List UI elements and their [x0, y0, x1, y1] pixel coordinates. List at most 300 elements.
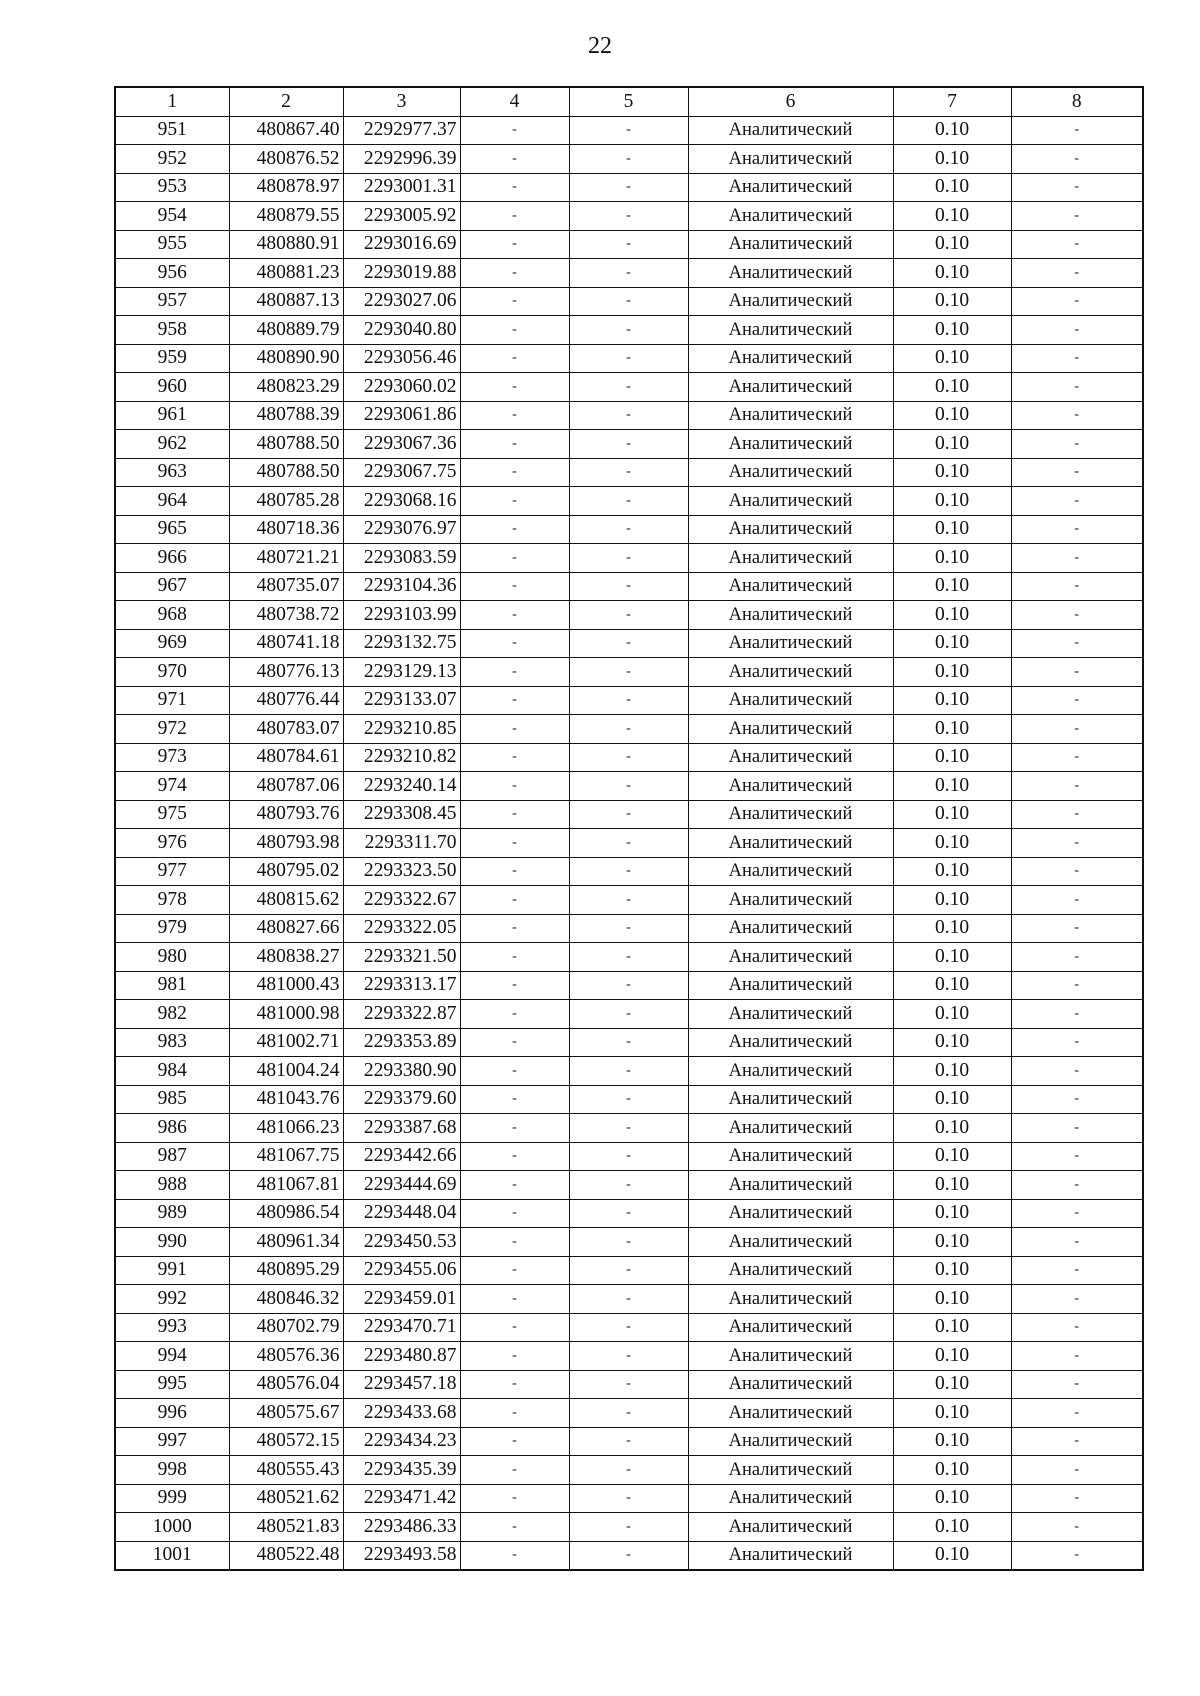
cell-accuracy: 0.10	[893, 316, 1011, 345]
cell-accuracy: 0.10	[893, 173, 1011, 202]
cell-point-number: 995	[115, 1370, 229, 1399]
cell-column-8: -	[1011, 1370, 1143, 1399]
cell-column-5: -	[569, 772, 688, 801]
cell-column-8: -	[1011, 800, 1143, 829]
cell-x-coordinate: 480986.54	[229, 1199, 343, 1228]
cell-y-coordinate: 2293448.04	[343, 1199, 460, 1228]
cell-column-5: -	[569, 1256, 688, 1285]
cell-y-coordinate: 2293380.90	[343, 1057, 460, 1086]
cell-point-number: 975	[115, 800, 229, 829]
cell-column-4: -	[460, 1171, 569, 1200]
cell-point-number: 994	[115, 1342, 229, 1371]
column-header-5: 5	[569, 87, 688, 116]
cell-point-number: 981	[115, 971, 229, 1000]
cell-y-coordinate: 2293480.87	[343, 1342, 460, 1371]
table-row	[115, 1085, 1143, 1114]
cell-column-5: -	[569, 658, 688, 687]
column-header-8: 8	[1011, 87, 1143, 116]
cell-point-number: 978	[115, 886, 229, 915]
coordinates-table	[114, 86, 1144, 1571]
cell-column-8: -	[1011, 743, 1143, 772]
cell-column-4: -	[460, 1541, 569, 1570]
cell-column-5: -	[569, 230, 688, 259]
cell-column-5: -	[569, 515, 688, 544]
cell-column-4: -	[460, 515, 569, 544]
cell-accuracy: 0.10	[893, 943, 1011, 972]
cell-column-8: -	[1011, 1427, 1143, 1456]
cell-accuracy: 0.10	[893, 715, 1011, 744]
table-row	[115, 373, 1143, 402]
cell-y-coordinate: 2293313.17	[343, 971, 460, 1000]
cell-y-coordinate: 2293068.16	[343, 487, 460, 516]
cell-x-coordinate: 481066.23	[229, 1114, 343, 1143]
cell-column-4: -	[460, 857, 569, 886]
cell-method: Аналитический	[688, 743, 893, 772]
cell-method: Аналитический	[688, 544, 893, 573]
table-row	[115, 629, 1143, 658]
cell-accuracy: 0.10	[893, 1370, 1011, 1399]
cell-point-number: 990	[115, 1228, 229, 1257]
cell-x-coordinate: 480555.43	[229, 1456, 343, 1485]
cell-method: Аналитический	[688, 1342, 893, 1371]
cell-y-coordinate: 2293027.06	[343, 287, 460, 316]
cell-accuracy: 0.10	[893, 886, 1011, 915]
cell-column-8: -	[1011, 430, 1143, 459]
cell-point-number: 992	[115, 1285, 229, 1314]
cell-column-8: -	[1011, 1000, 1143, 1029]
cell-column-5: -	[569, 458, 688, 487]
table-row	[115, 430, 1143, 459]
cell-x-coordinate: 480788.39	[229, 401, 343, 430]
cell-column-4: -	[460, 1313, 569, 1342]
cell-x-coordinate: 480785.28	[229, 487, 343, 516]
cell-x-coordinate: 480878.97	[229, 173, 343, 202]
cell-column-4: -	[460, 572, 569, 601]
cell-accuracy: 0.10	[893, 1456, 1011, 1485]
cell-point-number: 954	[115, 202, 229, 231]
cell-method: Аналитический	[688, 316, 893, 345]
cell-method: Аналитический	[688, 116, 893, 145]
cell-x-coordinate: 480823.29	[229, 373, 343, 402]
cell-accuracy: 0.10	[893, 287, 1011, 316]
cell-column-4: -	[460, 1057, 569, 1086]
table-row	[115, 487, 1143, 516]
cell-method: Аналитический	[688, 1456, 893, 1485]
cell-column-8: -	[1011, 1456, 1143, 1485]
cell-x-coordinate: 480521.83	[229, 1513, 343, 1542]
cell-point-number: 968	[115, 601, 229, 630]
cell-y-coordinate: 2293040.80	[343, 316, 460, 345]
cell-column-8: -	[1011, 914, 1143, 943]
cell-column-4: -	[460, 487, 569, 516]
cell-point-number: 1000	[115, 1513, 229, 1542]
cell-column-5: -	[569, 1028, 688, 1057]
table-row	[115, 1342, 1143, 1371]
cell-column-8: -	[1011, 886, 1143, 915]
table-row	[115, 544, 1143, 573]
cell-point-number: 962	[115, 430, 229, 459]
cell-column-8: -	[1011, 202, 1143, 231]
cell-method: Аналитический	[688, 886, 893, 915]
cell-point-number: 956	[115, 259, 229, 288]
table-row	[115, 1541, 1143, 1570]
cell-method: Аналитический	[688, 1513, 893, 1542]
cell-method: Аналитический	[688, 230, 893, 259]
cell-column-5: -	[569, 1000, 688, 1029]
cell-method: Аналитический	[688, 829, 893, 858]
cell-column-4: -	[460, 1085, 569, 1114]
table-row	[115, 1256, 1143, 1285]
cell-column-5: -	[569, 1285, 688, 1314]
cell-column-8: -	[1011, 230, 1143, 259]
cell-y-coordinate: 2292996.39	[343, 145, 460, 174]
cell-y-coordinate: 2293005.92	[343, 202, 460, 231]
cell-method: Аналитический	[688, 971, 893, 1000]
cell-x-coordinate: 481000.43	[229, 971, 343, 1000]
column-header-4: 4	[460, 87, 569, 116]
cell-y-coordinate: 2293104.36	[343, 572, 460, 601]
page-number: 22	[588, 33, 612, 59]
cell-column-5: -	[569, 145, 688, 174]
cell-accuracy: 0.10	[893, 116, 1011, 145]
cell-x-coordinate: 480881.23	[229, 259, 343, 288]
cell-column-8: -	[1011, 544, 1143, 573]
cell-x-coordinate: 481067.81	[229, 1171, 343, 1200]
table-header-row	[115, 87, 1143, 116]
cell-x-coordinate: 480876.52	[229, 145, 343, 174]
cell-point-number: 987	[115, 1142, 229, 1171]
cell-column-5: -	[569, 914, 688, 943]
cell-y-coordinate: 2293322.87	[343, 1000, 460, 1029]
cell-point-number: 966	[115, 544, 229, 573]
table-row	[115, 686, 1143, 715]
cell-y-coordinate: 2293353.89	[343, 1028, 460, 1057]
cell-method: Аналитический	[688, 857, 893, 886]
cell-y-coordinate: 2293076.97	[343, 515, 460, 544]
cell-point-number: 1001	[115, 1541, 229, 1570]
cell-method: Аналитический	[688, 1028, 893, 1057]
cell-column-5: -	[569, 800, 688, 829]
cell-method: Аналитический	[688, 914, 893, 943]
cell-y-coordinate: 2293323.50	[343, 857, 460, 886]
cell-method: Аналитический	[688, 629, 893, 658]
cell-accuracy: 0.10	[893, 800, 1011, 829]
cell-x-coordinate: 480572.15	[229, 1427, 343, 1456]
cell-method: Аналитический	[688, 1085, 893, 1114]
cell-column-4: -	[460, 1456, 569, 1485]
cell-y-coordinate: 2293001.31	[343, 173, 460, 202]
cell-column-8: -	[1011, 373, 1143, 402]
cell-y-coordinate: 2293083.59	[343, 544, 460, 573]
cell-column-5: -	[569, 544, 688, 573]
table-row	[115, 658, 1143, 687]
cell-point-number: 984	[115, 1057, 229, 1086]
cell-y-coordinate: 2293486.33	[343, 1513, 460, 1542]
cell-y-coordinate: 2293322.05	[343, 914, 460, 943]
cell-column-8: -	[1011, 1228, 1143, 1257]
table-row	[115, 259, 1143, 288]
cell-x-coordinate: 480867.40	[229, 116, 343, 145]
cell-column-4: -	[460, 1228, 569, 1257]
cell-column-8: -	[1011, 1399, 1143, 1428]
cell-point-number: 964	[115, 487, 229, 516]
cell-method: Аналитический	[688, 458, 893, 487]
cell-column-5: -	[569, 1228, 688, 1257]
cell-column-8: -	[1011, 1285, 1143, 1314]
cell-column-8: -	[1011, 658, 1143, 687]
cell-x-coordinate: 480783.07	[229, 715, 343, 744]
cell-point-number: 958	[115, 316, 229, 345]
cell-method: Аналитический	[688, 1228, 893, 1257]
cell-point-number: 982	[115, 1000, 229, 1029]
table-row	[115, 1313, 1143, 1342]
table-row	[115, 401, 1143, 430]
cell-accuracy: 0.10	[893, 1114, 1011, 1143]
cell-point-number: 979	[115, 914, 229, 943]
table-row	[115, 1399, 1143, 1428]
cell-accuracy: 0.10	[893, 743, 1011, 772]
cell-column-5: -	[569, 173, 688, 202]
cell-method: Аналитический	[688, 1114, 893, 1143]
cell-column-5: -	[569, 629, 688, 658]
cell-point-number: 953	[115, 173, 229, 202]
cell-x-coordinate: 480846.32	[229, 1285, 343, 1314]
cell-column-4: -	[460, 1256, 569, 1285]
cell-accuracy: 0.10	[893, 1000, 1011, 1029]
table-row	[115, 316, 1143, 345]
cell-point-number: 952	[115, 145, 229, 174]
cell-column-4: -	[460, 202, 569, 231]
column-header-7: 7	[893, 87, 1011, 116]
cell-y-coordinate: 2293056.46	[343, 344, 460, 373]
cell-method: Аналитический	[688, 715, 893, 744]
cell-point-number: 972	[115, 715, 229, 744]
cell-point-number: 963	[115, 458, 229, 487]
cell-y-coordinate: 2293442.66	[343, 1142, 460, 1171]
cell-y-coordinate: 2293240.14	[343, 772, 460, 801]
column-header-1: 1	[115, 87, 229, 116]
cell-accuracy: 0.10	[893, 1285, 1011, 1314]
cell-method: Аналитический	[688, 1370, 893, 1399]
cell-accuracy: 0.10	[893, 373, 1011, 402]
cell-y-coordinate: 2293387.68	[343, 1114, 460, 1143]
cell-accuracy: 0.10	[893, 658, 1011, 687]
table-row	[115, 1171, 1143, 1200]
cell-method: Аналитический	[688, 1000, 893, 1029]
cell-method: Аналитический	[688, 401, 893, 430]
cell-column-5: -	[569, 487, 688, 516]
cell-x-coordinate: 480738.72	[229, 601, 343, 630]
table-row	[115, 1484, 1143, 1513]
cell-column-8: -	[1011, 601, 1143, 630]
cell-method: Аналитический	[688, 287, 893, 316]
cell-accuracy: 0.10	[893, 1256, 1011, 1285]
cell-accuracy: 0.10	[893, 1228, 1011, 1257]
table-row	[115, 943, 1143, 972]
cell-column-8: -	[1011, 173, 1143, 202]
cell-point-number: 960	[115, 373, 229, 402]
cell-column-5: -	[569, 715, 688, 744]
cell-accuracy: 0.10	[893, 145, 1011, 174]
cell-column-5: -	[569, 1342, 688, 1371]
cell-column-4: -	[460, 772, 569, 801]
cell-column-4: -	[460, 287, 569, 316]
table-row	[115, 1199, 1143, 1228]
cell-column-5: -	[569, 1085, 688, 1114]
cell-point-number: 991	[115, 1256, 229, 1285]
cell-column-8: -	[1011, 971, 1143, 1000]
cell-x-coordinate: 480741.18	[229, 629, 343, 658]
cell-method: Аналитический	[688, 601, 893, 630]
cell-y-coordinate: 2293434.23	[343, 1427, 460, 1456]
cell-method: Аналитический	[688, 943, 893, 972]
cell-column-8: -	[1011, 772, 1143, 801]
cell-accuracy: 0.10	[893, 1427, 1011, 1456]
cell-column-4: -	[460, 1370, 569, 1399]
cell-column-5: -	[569, 401, 688, 430]
table-row	[115, 886, 1143, 915]
cell-x-coordinate: 480521.62	[229, 1484, 343, 1513]
cell-y-coordinate: 2293067.36	[343, 430, 460, 459]
cell-x-coordinate: 480721.21	[229, 544, 343, 573]
cell-y-coordinate: 2293470.71	[343, 1313, 460, 1342]
cell-method: Аналитический	[688, 1427, 893, 1456]
cell-x-coordinate: 480787.06	[229, 772, 343, 801]
cell-column-5: -	[569, 572, 688, 601]
cell-column-5: -	[569, 886, 688, 915]
cell-accuracy: 0.10	[893, 1484, 1011, 1513]
table-row	[115, 145, 1143, 174]
cell-y-coordinate: 2293067.75	[343, 458, 460, 487]
cell-x-coordinate: 480522.48	[229, 1541, 343, 1570]
cell-column-8: -	[1011, 1028, 1143, 1057]
cell-y-coordinate: 2293455.06	[343, 1256, 460, 1285]
table-row	[115, 715, 1143, 744]
cell-x-coordinate: 480793.76	[229, 800, 343, 829]
cell-x-coordinate: 480575.67	[229, 1399, 343, 1428]
cell-method: Аналитический	[688, 344, 893, 373]
cell-column-4: -	[460, 1000, 569, 1029]
cell-accuracy: 0.10	[893, 230, 1011, 259]
cell-y-coordinate: 2293444.69	[343, 1171, 460, 1200]
cell-y-coordinate: 2293322.67	[343, 886, 460, 915]
cell-x-coordinate: 480795.02	[229, 857, 343, 886]
cell-column-5: -	[569, 601, 688, 630]
cell-method: Аналитический	[688, 173, 893, 202]
cell-column-8: -	[1011, 1256, 1143, 1285]
table-row	[115, 344, 1143, 373]
cell-accuracy: 0.10	[893, 401, 1011, 430]
cell-point-number: 965	[115, 515, 229, 544]
cell-accuracy: 0.10	[893, 1513, 1011, 1542]
cell-column-4: -	[460, 316, 569, 345]
cell-method: Аналитический	[688, 1057, 893, 1086]
cell-accuracy: 0.10	[893, 829, 1011, 858]
table-row	[115, 1456, 1143, 1485]
cell-accuracy: 0.10	[893, 572, 1011, 601]
cell-point-number: 971	[115, 686, 229, 715]
table-row	[115, 116, 1143, 145]
cell-x-coordinate: 480776.13	[229, 658, 343, 687]
cell-column-4: -	[460, 1484, 569, 1513]
cell-column-8: -	[1011, 1541, 1143, 1570]
cell-accuracy: 0.10	[893, 629, 1011, 658]
cell-x-coordinate: 480784.61	[229, 743, 343, 772]
table-row	[115, 230, 1143, 259]
cell-column-4: -	[460, 1114, 569, 1143]
cell-x-coordinate: 481000.98	[229, 1000, 343, 1029]
cell-y-coordinate: 2293459.01	[343, 1285, 460, 1314]
table-row	[115, 1142, 1143, 1171]
cell-x-coordinate: 481043.76	[229, 1085, 343, 1114]
cell-accuracy: 0.10	[893, 1171, 1011, 1200]
cell-accuracy: 0.10	[893, 259, 1011, 288]
table-row	[115, 173, 1143, 202]
cell-column-5: -	[569, 202, 688, 231]
cell-y-coordinate: 2293311.70	[343, 829, 460, 858]
cell-column-4: -	[460, 715, 569, 744]
cell-column-4: -	[460, 1142, 569, 1171]
table-row	[115, 202, 1143, 231]
cell-x-coordinate: 480879.55	[229, 202, 343, 231]
table-row	[115, 971, 1143, 1000]
cell-y-coordinate: 2293471.42	[343, 1484, 460, 1513]
table-row	[115, 1228, 1143, 1257]
cell-column-5: -	[569, 259, 688, 288]
cell-point-number: 996	[115, 1399, 229, 1428]
cell-point-number: 999	[115, 1484, 229, 1513]
cell-y-coordinate: 2293061.86	[343, 401, 460, 430]
table-row	[115, 1427, 1143, 1456]
cell-point-number: 989	[115, 1199, 229, 1228]
table-row	[115, 287, 1143, 316]
cell-point-number: 974	[115, 772, 229, 801]
cell-method: Аналитический	[688, 487, 893, 516]
cell-method: Аналитический	[688, 373, 893, 402]
cell-point-number: 961	[115, 401, 229, 430]
cell-column-5: -	[569, 1171, 688, 1200]
cell-y-coordinate: 2293435.39	[343, 1456, 460, 1485]
cell-column-4: -	[460, 116, 569, 145]
table-row	[115, 515, 1143, 544]
cell-point-number: 986	[115, 1114, 229, 1143]
cell-column-4: -	[460, 886, 569, 915]
cell-column-8: -	[1011, 1114, 1143, 1143]
cell-accuracy: 0.10	[893, 1399, 1011, 1428]
cell-accuracy: 0.10	[893, 914, 1011, 943]
cell-accuracy: 0.10	[893, 344, 1011, 373]
cell-point-number: 997	[115, 1427, 229, 1456]
cell-column-5: -	[569, 1541, 688, 1570]
cell-column-4: -	[460, 259, 569, 288]
table-row	[115, 1028, 1143, 1057]
cell-point-number: 957	[115, 287, 229, 316]
cell-accuracy: 0.10	[893, 1541, 1011, 1570]
cell-y-coordinate: 2293129.13	[343, 658, 460, 687]
cell-y-coordinate: 2293103.99	[343, 601, 460, 630]
cell-column-8: -	[1011, 857, 1143, 886]
cell-column-4: -	[460, 544, 569, 573]
table-row	[115, 1370, 1143, 1399]
cell-y-coordinate: 2293450.53	[343, 1228, 460, 1257]
table-body	[115, 116, 1143, 1570]
table-row	[115, 1285, 1143, 1314]
cell-x-coordinate: 480827.66	[229, 914, 343, 943]
cell-column-5: -	[569, 1370, 688, 1399]
cell-x-coordinate: 480702.79	[229, 1313, 343, 1342]
cell-point-number: 998	[115, 1456, 229, 1485]
cell-y-coordinate: 2293321.50	[343, 943, 460, 972]
